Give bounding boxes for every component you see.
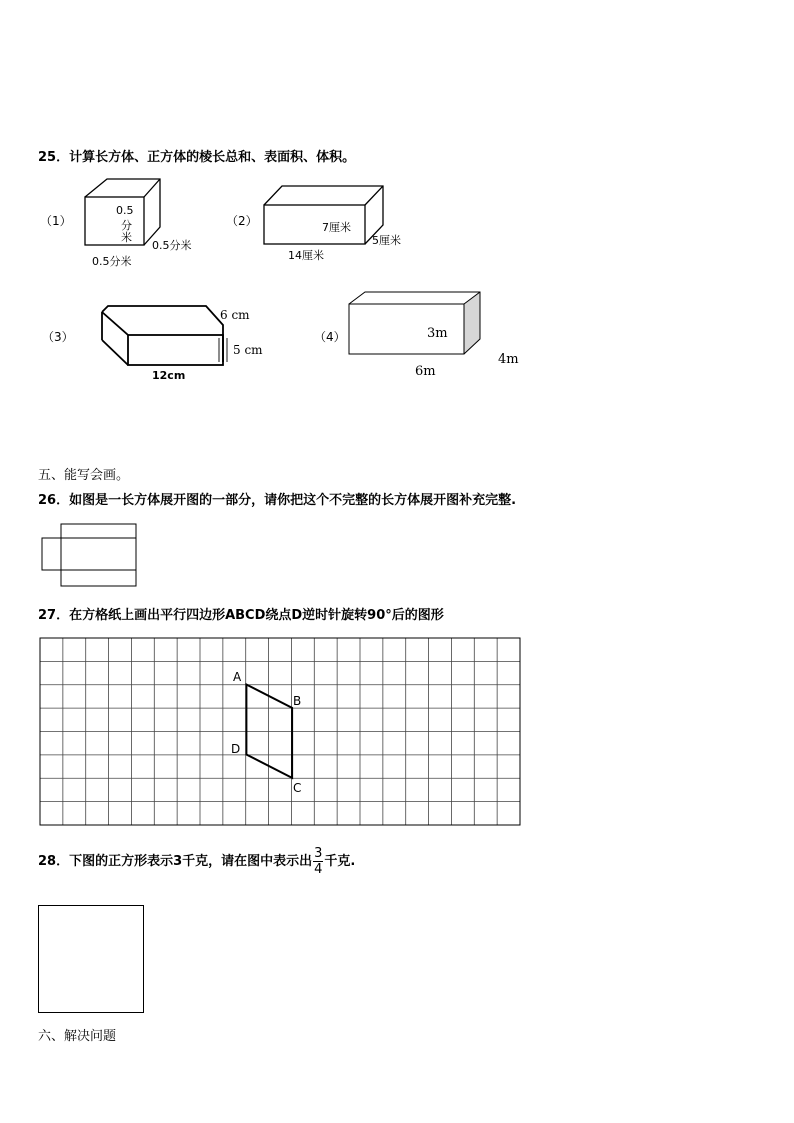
q27-point-b: B — [293, 694, 302, 708]
q25-fig4-height-label: 3m — [427, 326, 448, 341]
q25-fig1-height-value: 0.5 — [116, 204, 134, 217]
q25-fig3-height-label: 5 cm — [233, 343, 263, 357]
q25-fig1-number: （1） — [40, 214, 72, 228]
q25-fig3-length-label: 12cm — [152, 369, 186, 382]
q25-fig3-depth-label: 6 cm — [220, 308, 250, 322]
q27-grid-paper — [38, 636, 522, 828]
q25-fig4-cuboid — [344, 288, 486, 360]
q25-fig4-length-label: 6m — [415, 364, 436, 379]
q27-point-d: D — [231, 742, 241, 756]
q25-fig2-height-label: 7厘米 — [322, 221, 351, 234]
q28-fraction-numerator: 3 — [314, 846, 323, 861]
section6-title: 六、解决问题 — [38, 1029, 117, 1044]
q25-fig4-depth-label: 4m — [498, 352, 519, 367]
q25-fig1-depth-label: 0.5分米 — [152, 239, 192, 252]
q27-title: 27．在方格纸上画出平行四边形ABCD绕点D逆时针旋转90°后的图形 — [38, 608, 444, 623]
q25-fig2-depth-label: 5厘米 — [372, 234, 401, 247]
q25-fig1-height-unit1: 分 — [121, 219, 132, 232]
q25-title: 25．计算长方体、正方体的棱长总和、表面积、体积。 — [38, 150, 356, 165]
q27-point-c: C — [293, 781, 302, 795]
q25-fig3-cuboid — [98, 300, 238, 372]
q28-fraction-denominator: 4 — [314, 862, 323, 877]
q28-title — [38, 846, 355, 877]
q26-net-figure — [38, 520, 140, 590]
q28-square — [38, 905, 144, 1013]
q28-title-prefix: 28．下图的正方形表示3千克，请在图中表示出 — [38, 854, 313, 869]
q25-fig3-number: （3） — [42, 330, 74, 344]
q25-fig2-number: （2） — [226, 214, 258, 228]
q25-fig1-height-unit2: 米 — [121, 231, 132, 244]
q27-point-a: A — [233, 670, 242, 684]
section5-title: 五、能写会画。 — [38, 468, 130, 483]
q28-fraction — [313, 846, 323, 877]
q25-fig4-number: （4） — [314, 330, 346, 344]
q28-title-suffix: 千克. — [324, 854, 356, 869]
q25-fig1-width-label: 0.5分米 — [92, 255, 132, 268]
q26-title: 26．如图是一长方体展开图的一部分，请你把这个不完整的长方体展开图补充完整. — [38, 493, 517, 508]
q25-fig2-length-label: 14厘米 — [288, 249, 324, 262]
